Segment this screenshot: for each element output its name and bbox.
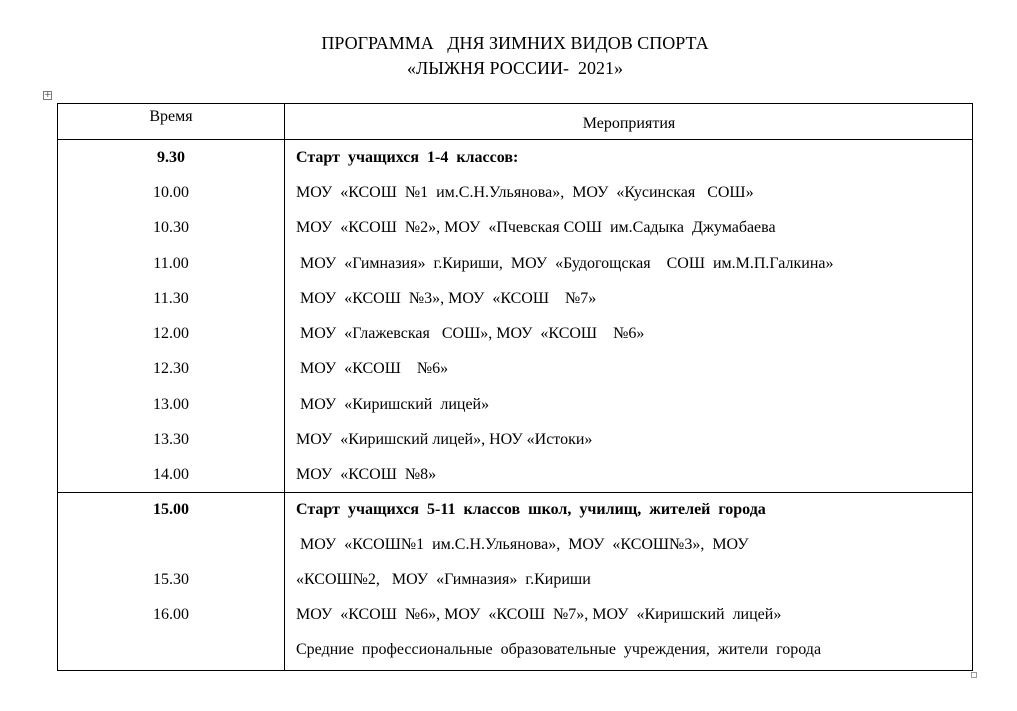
table-row — [58, 464, 972, 499]
table-row — [58, 429, 972, 464]
table-row — [58, 534, 972, 569]
row-time: 10.00 — [153, 184, 189, 201]
schedule-table — [57, 103, 973, 671]
page-title-line-1: ПРОГРАММА ДНЯ ЗИМНИХ ВИДОВ СПОРТА — [321, 33, 709, 53]
row-time: 9.30 — [157, 149, 185, 166]
table-move-handle-icon[interactable]: + — [44, 90, 52, 100]
row-time: 11.00 — [153, 255, 189, 272]
header-divider — [58, 139, 972, 140]
row-time: 10.30 — [153, 219, 189, 236]
row-time: 13.30 — [153, 431, 189, 448]
row-event: МОУ «КСОШ №6», МОУ «КСОШ №7», МОУ «Киришский лицей» — [296, 606, 782, 623]
row-event: Старт учащихся 5-11 классов школ, училищ, жителей города — [296, 501, 766, 518]
column-header-events: Мероприятия — [582, 115, 676, 132]
table-row — [58, 639, 972, 674]
table-row — [58, 323, 972, 358]
row-event: МОУ «КСОШ №1 им.С.Н.Ульянова», МОУ «Кусинская СОШ» — [296, 184, 754, 201]
row-time: 12.30 — [153, 360, 189, 377]
table-row — [58, 217, 972, 252]
row-time: 16.00 — [153, 606, 189, 623]
row-time: 13.00 — [153, 396, 189, 413]
row-event: МОУ «КСОШ №8» — [296, 466, 437, 483]
table-row — [58, 604, 972, 639]
row-event: Старт учащихся 1-4 классов: — [296, 149, 519, 166]
table-row — [58, 182, 972, 217]
row-time: 15.30 — [153, 571, 189, 588]
row-event: МОУ «Глажевская СОШ», МОУ «КСОШ №6» — [296, 325, 645, 342]
row-event: МОУ «Гимназия» г.Кириши, МОУ «Будогощская СОШ им.М.П.Галкина» — [296, 255, 834, 272]
table-resize-handle-icon[interactable] — [971, 672, 977, 678]
table-row — [58, 358, 972, 393]
column-header-time: Время — [149, 108, 193, 125]
table-row — [58, 288, 972, 323]
row-event: Средние профессиональные образовательные учреждения, жители города — [296, 641, 822, 658]
row-event: «КСОШ№2, МОУ «Гимназия» г.Кириши — [296, 571, 591, 588]
table-row — [58, 147, 972, 182]
table-row — [58, 394, 972, 429]
page-title-line-2: «ЛЫЖНЯ РОССИИ- 2021» — [407, 58, 623, 78]
table-row — [58, 499, 972, 534]
row-event: МОУ «Киришский лицей» — [296, 396, 490, 413]
row-event: МОУ «Киришский лицей», НОУ «Истоки» — [296, 431, 593, 448]
row-time: 15.00 — [153, 501, 189, 518]
row-event: МОУ «КСОШ №3», МОУ «КСОШ №7» — [296, 290, 597, 307]
row-time: 12.00 — [153, 325, 189, 342]
table-row — [58, 253, 972, 288]
table-row — [58, 569, 972, 604]
row-event: МОУ «КСОШ№1 им.С.Н.Ульянова», МОУ «КСОШ№3», МОУ — [296, 536, 749, 553]
row-time: 11.30 — [153, 290, 189, 307]
row-event: МОУ «КСОШ №2», МОУ «Пчевская СОШ им.Садыка Джумабаева — [296, 219, 776, 236]
row-event: МОУ «КСОШ №6» — [296, 360, 449, 377]
row-time: 14.00 — [153, 466, 189, 483]
